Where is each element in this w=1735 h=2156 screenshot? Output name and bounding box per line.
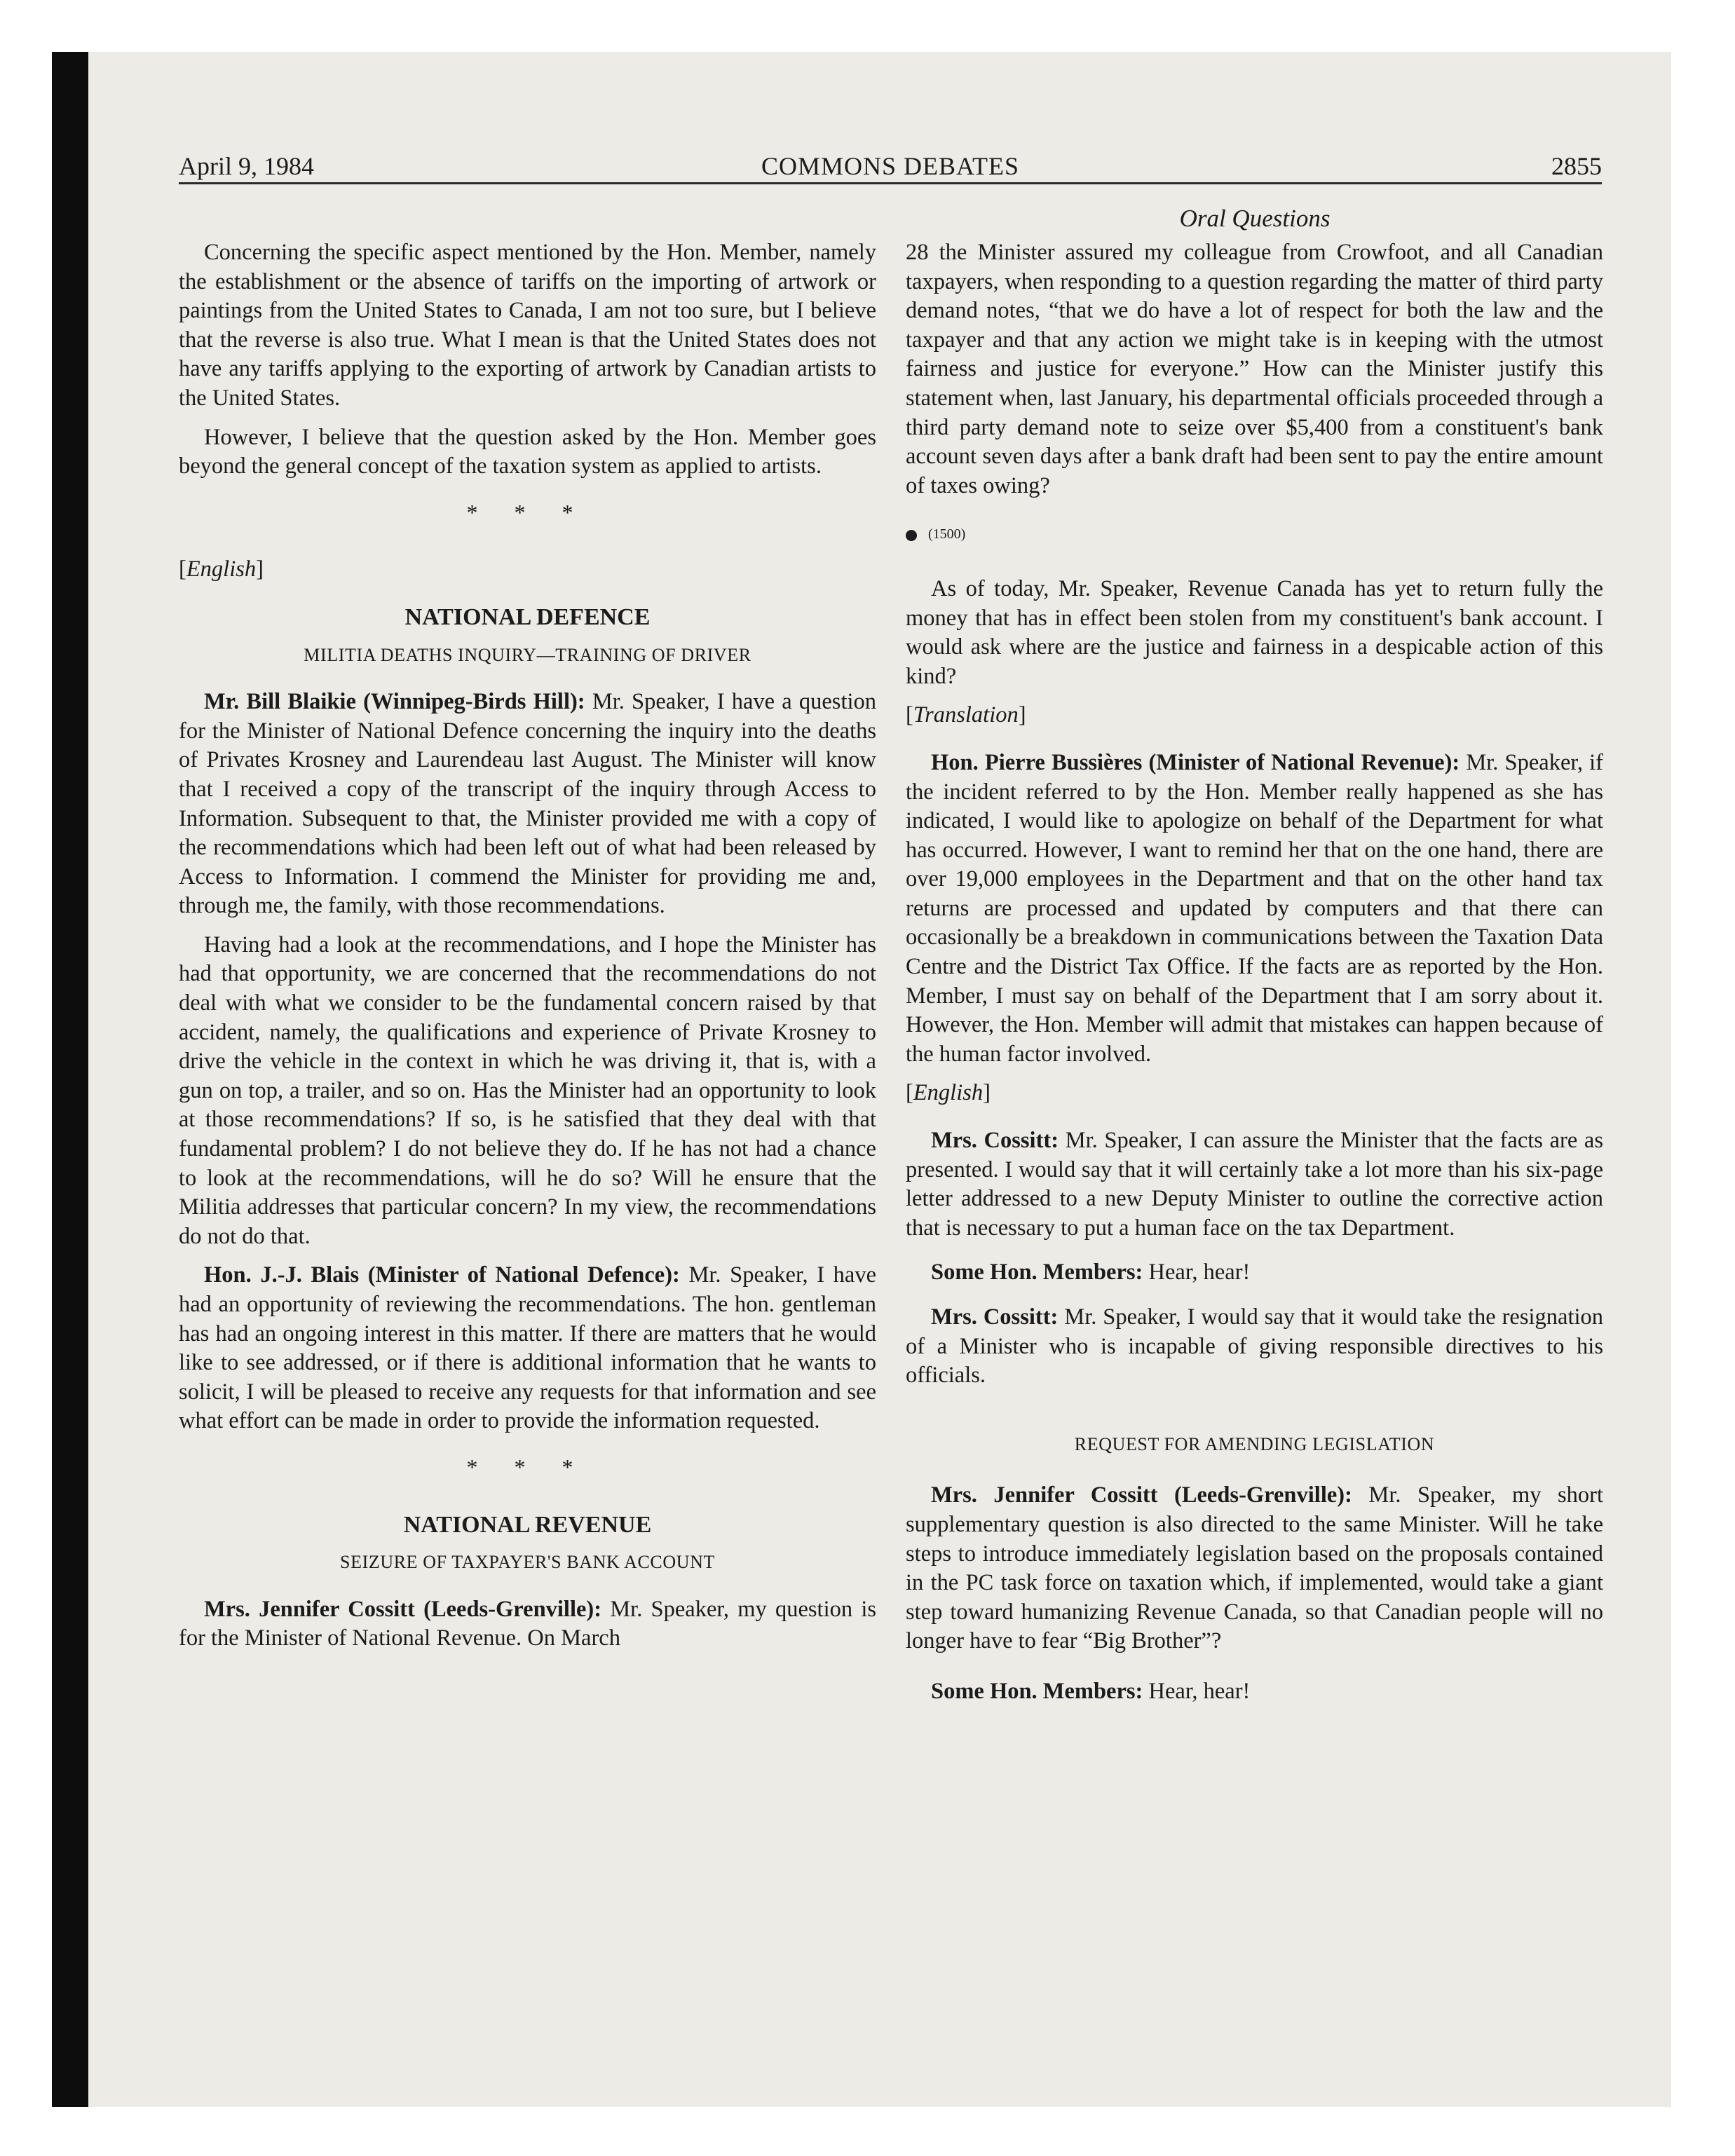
speech: [906, 1258, 1603, 1288]
speaker-name: Mrs. Cossitt:: [931, 1128, 1059, 1154]
speech: [179, 1261, 876, 1436]
paragraph: 28 the Minister assured my colleague from Crowfoot, and all Canadian taxpayers, when responding to a question regarding the matter of third party demand notes, “that we do have a lot of respect for both the law and the taxpayer and that any action we might take is in keeping with the utmost fairness and justice for everyone.” How can the Minister justify this statement when, last January, his departmental officials proceeded through a third party demand note to seize over $5,400 from a constituent's bank account seven days after a bank draft had been sent to pay the entire amount of taxes owing?: [906, 240, 1603, 498]
section-subtitle: REQUEST FOR AMENDING LEGISLATION: [1074, 1433, 1435, 1454]
language-label: Translation: [913, 702, 1019, 728]
section-separator: * * *: [466, 499, 589, 525]
speech-text: Hear, hear!: [1143, 1678, 1251, 1704]
language-marker: [English]: [906, 1080, 991, 1106]
speech: [179, 1595, 876, 1653]
section-subtitle: MILITIA DEATHS INQUIRY—TRAINING OF DRIVER: [304, 644, 751, 665]
speaker-name: Mr. Bill Blaikie (Winnipeg-Birds Hill):: [204, 689, 585, 715]
section-separator: * * *: [466, 1454, 589, 1480]
speaker-name: Mrs. Cossitt:: [931, 1304, 1059, 1330]
speech: [906, 1126, 1603, 1243]
section-title: NATIONAL DEFENCE: [404, 603, 651, 630]
speaker-name: Mrs. Jennifer Cossitt (Leeds-Grenville):: [204, 1596, 602, 1622]
speech: [906, 749, 1603, 1070]
speech: [179, 688, 876, 921]
speech-text: Hear, hear!: [1143, 1260, 1251, 1285]
time-marker: [906, 520, 1603, 550]
bullet-icon: [906, 530, 917, 541]
right-column: [906, 238, 1603, 1717]
speech-text: Mr. Speaker, I can assure the Minister that the facts are as presented. I would say that it will certainly take a lot more than his six-page letter addressed to a new Deputy Minister to outline the corrective action that is necessary to put a human face on the tax Department.: [906, 1128, 1603, 1241]
language-marker: [Translation]: [906, 702, 1026, 728]
section-title: NATIONAL REVENUE: [403, 1511, 652, 1538]
speaker-name: Some Hon. Members:: [931, 1260, 1143, 1285]
language-marker: [English]: [179, 557, 264, 582]
header-date: April 9, 1984: [179, 152, 314, 180]
paragraph: Having had a look at the recommendations, and I hope the Minister has had that opportunity, we are concerned that the recommendations do not deal with what we consider to be the fundamental concern raised by that accident, namely, the qualifications and experience of Private Krosney to drive the vehicle in the context in which he was driving it, that is, with a gun on top, a trailer, and so on. Has the Minister had an opportunity to look at those recommendations? If so, is he satisfied that they deal with that fundamental problem? I do not believe they do. If he has not had a chance to look at the recommendations, will he do so? Will he ensure that the Militia addresses that particular concern? In my view, the recommendations do not do that.: [179, 932, 876, 1249]
speaker-name: Some Hon. Members:: [931, 1678, 1143, 1704]
time-label: (1500): [928, 526, 966, 543]
speaker-name: Hon. Pierre Bussières (Minister of National Revenue):: [931, 749, 1460, 775]
scan-binding-edge: [52, 52, 88, 2107]
speech-text: Mr. Speaker, my short supplementary question is also directed to the same Minister. Will he take steps to introduce immediately legislation based on the proposals contained in the PC task force on taxation which, if implemented, would take a giant step toward humanizing Revenue Canada, so that Canadian people will no longer have to fear “Big Brother”?: [906, 1482, 1603, 1654]
paragraph: As of today, Mr. Speaker, Revenue Canada has yet to return fully the money that has in effect been stolen from my constituent's bank account. I would ask where are the justice and fairness in a despicable action of this kind?: [906, 575, 1603, 689]
language-label: English: [186, 557, 257, 582]
speech: [906, 1303, 1603, 1391]
speaker-name: Hon. J.-J. Blais (Minister of National Defence):: [204, 1262, 680, 1288]
speech-text: Mr. Speaker, my question is for the Minister of National Revenue. On March: [179, 1596, 876, 1651]
speech: [906, 1481, 1603, 1656]
header-rule: [179, 182, 1602, 184]
header-title: COMMONS DEBATES: [761, 152, 1020, 180]
section-subtitle: SEIZURE OF TAXPAYER'S BANK ACCOUNT: [340, 1552, 715, 1573]
speech-text: Mr. Speaker, if the incident referred to by the Hon. Member really happened as she has indicated, I would like to apologize on behalf of the Department for what has occurred. However, I want to remind her that on the one hand, there are over 19,000 employees in the Department and that on the other hand tax returns are processed and updated by computers and that there can occasionally be a breakdown in communications between the Taxation Data Centre and the District Tax Office. If the facts are as reported by the Hon. Member, I must say on behalf of the Department that I am sorry about it. However, the Hon. Member will admit that mistakes can happen because of the human factor involved.: [906, 749, 1604, 1067]
left-column: [179, 238, 876, 1663]
paragraph: Concerning the specific aspect mentioned by the Hon. Member, namely the establishment or the absence of tariffs on the importing of artwork or paintings from the United States to Canada, I am not too sure, but I believe that the reverse is also true. What I mean is that the United States does not have any tariffs applying to the exporting of artwork by Canadian artists to the United States.: [179, 240, 876, 411]
speech: [906, 1677, 1603, 1707]
language-label: English: [913, 1080, 984, 1106]
speaker-name: Mrs. Jennifer Cossitt (Leeds-Grenville):: [931, 1482, 1352, 1508]
page-header: [179, 151, 1602, 191]
speech-text: Mr. Speaker, I would say that it would take the resignation of a Minister who is incapable of giving responsible directives to his officials.: [906, 1304, 1604, 1389]
speech-text: Mr. Speaker, I have a question for the Minister of National Defence concerning the inquiry into the deaths of Privates Krosney and Laurendeau last August. The Minister will know that I received a copy of the transcript of the inquiry through Access to Information. Subsequent to that, the Minister provided me with a copy of the recommendations which had been left out of what had been released by Access to Information. I commend the Minister for providing me and, through me, the family, with those recommendations.: [179, 689, 876, 919]
paragraph: However, I believe that the question asked by the Hon. Member goes beyond the general concept of the taxation system as applied to artists.: [179, 424, 876, 479]
running-head: Oral Questions: [1179, 205, 1331, 232]
speech-text: Mr. Speaker, I have had an opportunity of reviewing the recommendations. The hon. gentleman has had an ongoing interest in this matter. If there are matters that he would like to see addressed, or if there is additional information that he wants to solicit, I will be pleased to receive any requests for that information and see what effort can be made in order to provide the information requested.: [179, 1262, 876, 1434]
page-number: 2855: [1551, 152, 1602, 180]
